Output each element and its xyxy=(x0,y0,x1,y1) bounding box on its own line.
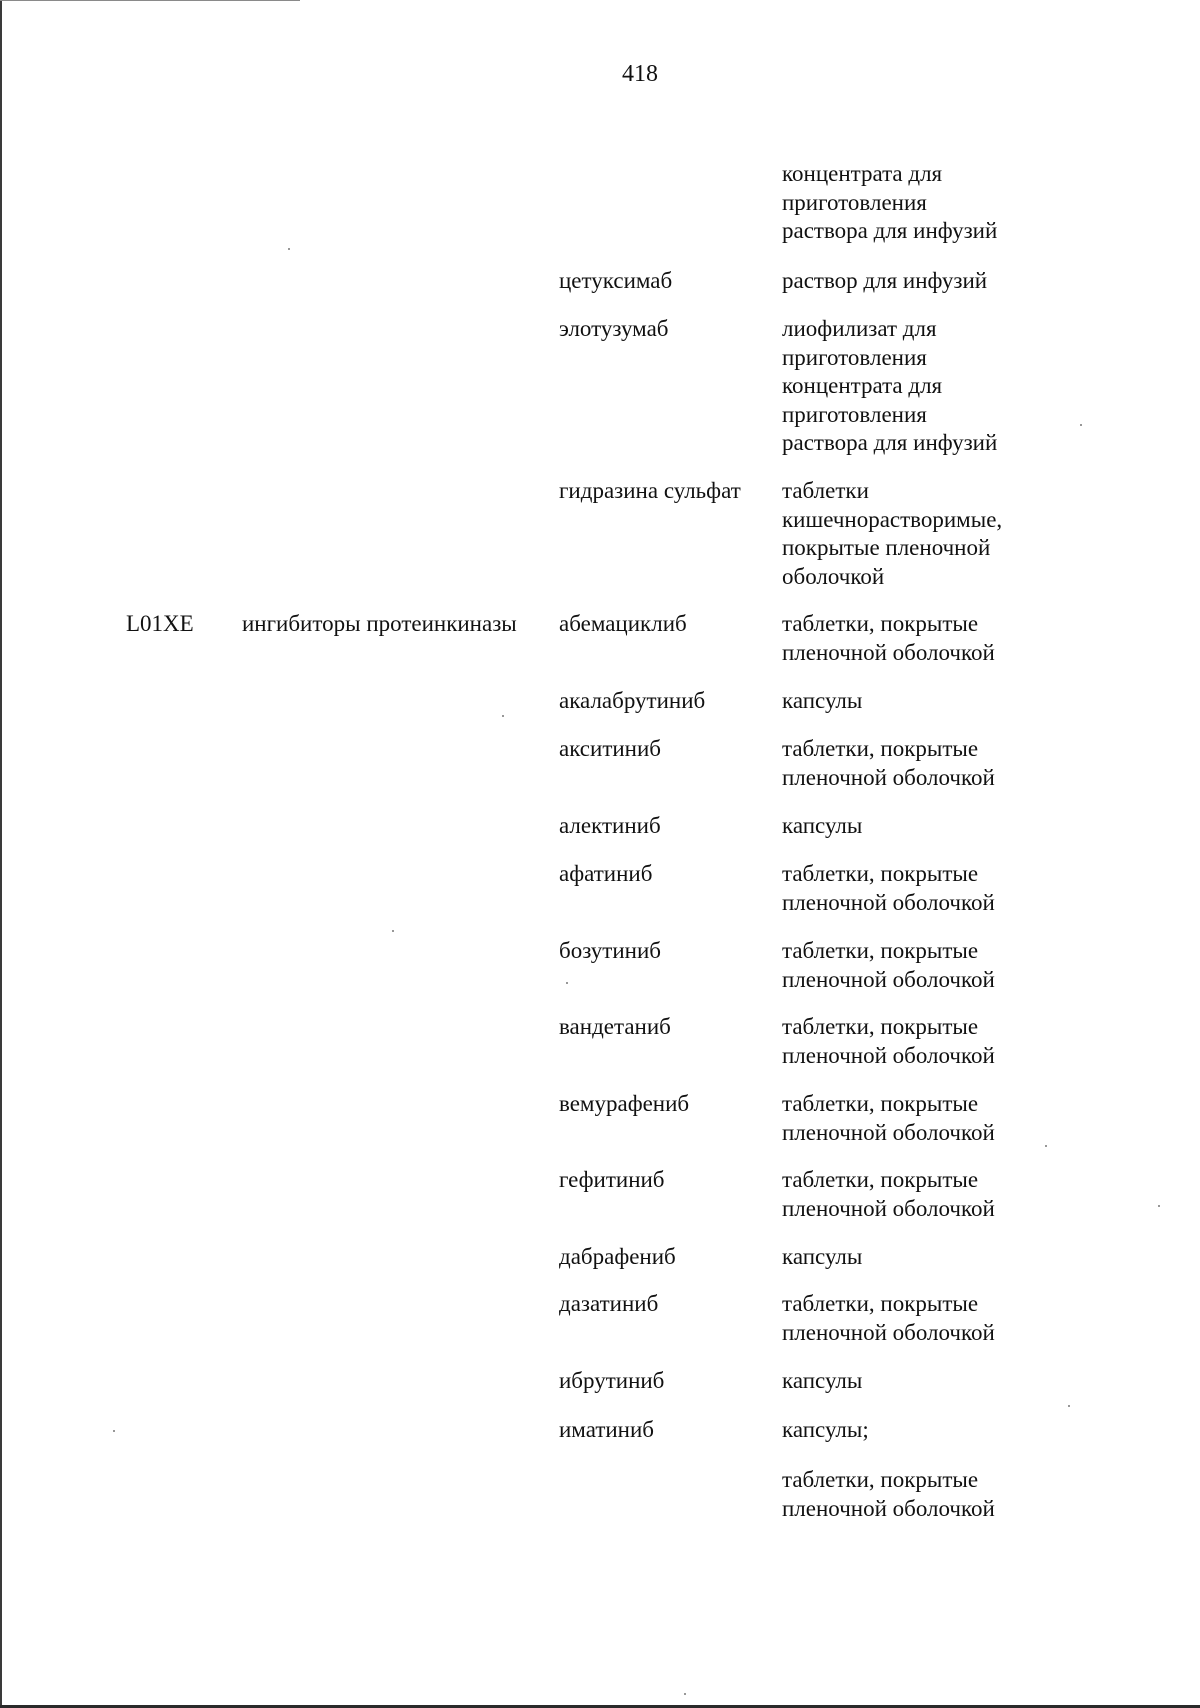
drug-name-cell: акситиниб xyxy=(559,736,662,761)
scan-speck xyxy=(288,248,290,250)
scan-speck xyxy=(392,930,394,932)
drug-name-cell: вандетаниб xyxy=(559,1014,671,1039)
dosage-form-cell: капсулы xyxy=(782,688,863,713)
scan-speck xyxy=(1045,1145,1047,1147)
dosage-form-cell: капсулы xyxy=(782,813,863,838)
drug-name-cell: элотузумаб xyxy=(559,316,669,341)
drug-name-cell: цетуксимаб xyxy=(559,268,673,293)
dosage-form-cell: лиофилизат для приготовления концентрата для приготовления раствора для инфузий xyxy=(782,316,998,455)
dosage-form-cell: капсулы xyxy=(782,1244,863,1269)
dosage-form-cell: таблетки, покрытые пленочной оболочкой xyxy=(782,1014,995,1068)
scan-speck xyxy=(113,1430,115,1432)
drug-name-cell: дазатиниб xyxy=(559,1291,659,1316)
drug-name-cell: бозутиниб xyxy=(559,938,661,963)
dosage-form-cell: таблетки, покрытые пленочной оболочкой xyxy=(782,1167,995,1221)
drug-name-cell: абемациклиб xyxy=(559,611,687,636)
scan-speck xyxy=(1080,424,1082,426)
drug-group-cell: ингибиторы протеинкиназы xyxy=(242,611,517,636)
drug-name-cell: акалабрутиниб xyxy=(559,688,706,713)
dosage-form-cell: таблетки, покрытые пленочной оболочкой xyxy=(782,861,995,915)
scan-speck xyxy=(1068,1405,1070,1407)
dosage-form-cell: таблетки кишечнорастворимые, покрытые пленочной оболочкой xyxy=(782,478,1003,589)
dosage-form-cell: капсулы; xyxy=(782,1417,869,1442)
dosage-form-cell: капсулы xyxy=(782,1368,863,1393)
drug-name-cell: дабрафениб xyxy=(559,1244,676,1269)
dosage-form-cell: раствор для инфузий xyxy=(782,268,988,293)
scan-left-edge xyxy=(0,0,2,1708)
drug-name-cell: иматиниб xyxy=(559,1417,654,1442)
scan-speck xyxy=(684,1693,686,1695)
drug-name-cell: вемурафениб xyxy=(559,1091,690,1116)
drug-name-cell: афатиниб xyxy=(559,861,653,886)
dosage-form-cell: таблетки, покрытые пленочной оболочкой xyxy=(782,938,995,992)
drug-name-cell: алектиниб xyxy=(559,813,661,838)
scan-speck xyxy=(502,715,504,717)
dosage-form-cell: таблетки, покрытые пленочной оболочкой xyxy=(782,611,995,665)
drug-name-cell: ибрутиниб xyxy=(559,1368,665,1393)
dosage-form-cell: таблетки, покрытые пленочной оболочкой xyxy=(782,1467,995,1521)
drug-name-cell: гидразина сульфат xyxy=(559,478,741,503)
scan-speck xyxy=(1158,1205,1160,1207)
dosage-form-cell: таблетки, покрытые пленочной оболочкой xyxy=(782,1091,995,1145)
drug-name-cell: гефитиниб xyxy=(559,1167,665,1192)
page-number: 418 xyxy=(622,61,658,87)
scan-speck xyxy=(566,982,568,984)
dosage-form-cell: таблетки, покрытые пленочной оболочкой xyxy=(782,736,995,790)
dosage-form-cell: концентрата для приготовления раствора для инфузий xyxy=(782,161,998,243)
scan-top-edge xyxy=(0,0,300,1)
dosage-form-cell: таблетки, покрытые пленочной оболочкой xyxy=(782,1291,995,1345)
atc-code-cell: L01XE xyxy=(126,611,194,636)
